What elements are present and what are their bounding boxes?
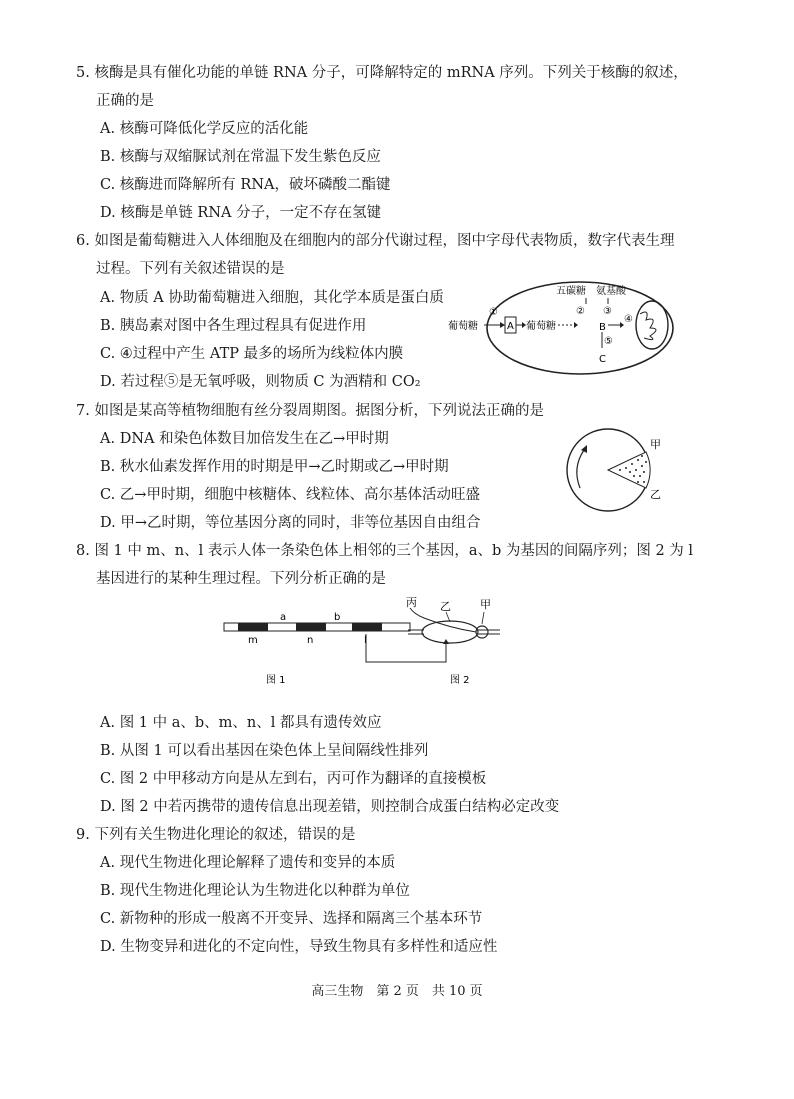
q7-option-a: A. DNA 和染色体数目加倍发生在乙→甲时期 xyxy=(100,431,389,447)
q5-option-d: D. 核酶是单链 RNA 分子，一定不存在氢键 xyxy=(100,205,382,221)
q7-option-c: C. 乙→甲时期，细胞中核糖体、线粒体、高尔基体活动旺盛 xyxy=(100,487,480,503)
connector-line xyxy=(366,634,446,662)
label-step-5: ⑤ xyxy=(604,336,613,347)
q7-option-b: B. 秋水仙素发挥作用的时期是甲→乙时期或乙→甲时期 xyxy=(100,459,449,475)
q7-cell-cycle-diagram xyxy=(560,424,672,514)
q8-option-c: C. 图 2 中甲移动方向是从左到右，丙可作为翻译的直接模板 xyxy=(100,771,487,787)
page-footer: 高三生物 第 2 页 共 10 页 xyxy=(311,984,483,999)
q6-option-c: C. ④过程中产生 ATP 最多的场所为线粒体内膜 xyxy=(100,346,404,362)
label-yi: 乙 xyxy=(650,488,661,501)
q6-stem-line2: 过程。下列有关叙述错误的是 xyxy=(96,261,285,277)
q5-option-b: B. 核酶与双缩脲试剂在常温下发生紫色反应 xyxy=(100,149,381,165)
q9-stem: 9. 下列有关生物进化理论的叙述，错误的是 xyxy=(76,827,356,843)
label-bing: 丙 xyxy=(406,596,417,609)
label-gene-m: m xyxy=(248,635,258,646)
q9-option-c: C. 新物种的形成一般离不开变异、选择和隔离三个基本环节 xyxy=(100,911,483,927)
gene-l xyxy=(352,623,382,631)
label-spacer-b: b xyxy=(334,612,341,623)
transcription-bubble xyxy=(422,621,478,643)
label-step-4: ④ xyxy=(624,314,633,325)
mitochondrion-cristae xyxy=(640,312,656,340)
q8-stem-line2: 基因进行的某种生理过程。下列分析正确的是 xyxy=(96,571,386,587)
label-step-3: ③ xyxy=(603,306,612,317)
label-A: A xyxy=(507,321,514,332)
label-glucose-inside: 葡萄糖 xyxy=(526,321,556,332)
q6-option-d: D. 若过程⑤是无氧呼吸，则物质 C 为酒精和 CO₂ xyxy=(100,374,421,390)
label-amino-acid: 氨基酸 xyxy=(596,286,626,297)
label-yi: 乙 xyxy=(440,600,451,613)
label-jia: 甲 xyxy=(480,598,491,611)
q5-stem-line1: 5. 核酶是具有催化功能的单链 RNA 分子，可降解特定的 mRNA 序列。下列关于核酶的叙述， xyxy=(76,65,688,81)
cycle-direction-arrow xyxy=(577,450,584,488)
q8-option-b: B. 从图 1 可以看出基因在染色体上呈间隔线性排列 xyxy=(100,743,429,759)
gene-n xyxy=(296,623,326,631)
label-glucose-outside: 葡萄糖 xyxy=(448,321,478,332)
label-gene-l: l xyxy=(364,635,367,646)
q6-stem-line1: 6. 如图是葡萄糖进入人体细胞及在细胞内的部分代谢过程，图中字母代表物质，数字代表生理 xyxy=(76,233,675,249)
q6-option-a: A. 物质 A 协助葡萄糖进入细胞，其化学本质是蛋白质 xyxy=(100,290,444,306)
q8-stem-line1: 8. 图 1 中 m、n、l 表示人体一条染色体上相邻的三个基因，a、b 为基因的间隔序列；图 2 为 l xyxy=(76,543,694,559)
q6-cell-diagram xyxy=(446,278,678,382)
q6-option-b: B. 胰岛素对图中各生理过程具有促进作用 xyxy=(100,318,367,334)
q5-option-c: C. 核酶进而降解所有 RNA，破坏磷酸二酯键 xyxy=(100,177,391,193)
figure1-caption: 图 1 xyxy=(266,675,286,686)
label-step-1: ① xyxy=(489,307,498,318)
label-C: C xyxy=(599,354,606,365)
q9-option-b: B. 现代生物进化理论认为生物进化以种群为单位 xyxy=(100,883,410,899)
q5-option-a: A. 核酶可降低化学反应的活化能 xyxy=(100,121,309,137)
q8-option-a: A. 图 1 中 a、b、m、n、l 都具有遗传效应 xyxy=(100,715,382,731)
q7-option-d: D. 甲→乙时期，等位基因分离的同时，非等位基因自由组合 xyxy=(100,515,481,531)
q5-stem-line2: 正确的是 xyxy=(96,93,154,109)
q8-option-d: D. 图 2 中若丙携带的遗传信息出现差错，则控制合成蛋白结构必定改变 xyxy=(100,799,560,815)
label-B: B xyxy=(599,322,606,333)
figure2-caption: 图 2 xyxy=(450,675,470,686)
q7-stem: 7. 如图是某高等植物细胞有丝分裂周期图。据图分析，下列说法正确的是 xyxy=(76,403,544,419)
label-gene-n: n xyxy=(307,635,314,646)
gene-m xyxy=(238,623,268,631)
label-jia: 甲 xyxy=(650,438,661,451)
label-step-2: ② xyxy=(576,306,585,317)
q9-option-d: D. 生物变异和进化的不定向性，导致生物具有多样性和适应性 xyxy=(100,939,498,955)
q8-figures xyxy=(210,596,540,692)
label-pentose: 五碳糖 xyxy=(556,286,586,297)
label-spacer-a: a xyxy=(280,612,287,623)
q9-option-a: A. 现代生物进化理论解释了遗传和变异的本质 xyxy=(100,855,396,871)
